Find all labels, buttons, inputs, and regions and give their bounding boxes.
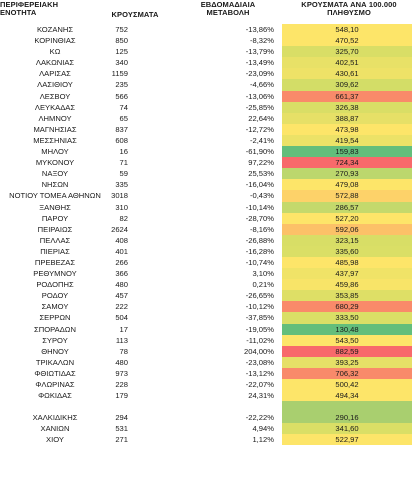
weekly-change-cell: -13,49% [245,58,274,68]
table-row [0,224,416,235]
cases-cell: 973 [115,368,128,378]
per-100k-cell: 437,97 [335,269,359,279]
weekly-change-cell: -10,74% [245,257,274,267]
table-row [0,434,416,445]
per-100k-cell: 494,34 [335,391,359,401]
table-row [0,79,416,90]
cases-cell: 608 [115,135,128,145]
region-cell: ΛΕΣΒΟΥ [39,91,71,101]
per-100k-cell: 572,88 [335,191,359,201]
header-region: ΠΕΡΙΦΕΡΕΙΑΚΗ ΕΝΟΤΗΤΑ [0,0,59,17]
table-row [0,190,416,201]
color-scale-cell [282,401,412,412]
table-row [0,46,416,57]
per-100k-cell: 459,86 [335,280,359,290]
weekly-change-cell: 1,12% [252,435,274,445]
table-row [0,257,416,268]
cases-cell: 401 [115,246,128,256]
weekly-change-cell: -13,86% [245,25,274,34]
weekly-change-cell: -8,16% [249,224,274,234]
region-cell: ΜΑΓΝΗΣΙΑΣ [33,124,77,134]
region-cell: ΛΑΡΙΣΑΣ [39,69,71,79]
cases-cell: 566 [115,91,128,101]
cases-cell: 17 [119,324,128,334]
cases-cell: 480 [115,357,128,367]
table-row [0,168,416,179]
region-cell: ΝΗΣΩΝ [41,180,69,190]
region-cell: ΠΕΛΛΑΣ [39,235,71,245]
per-100k-cell: 500,42 [335,380,359,389]
cases-cell: 457 [115,291,128,301]
weekly-change-cell: -16,28% [245,246,274,256]
weekly-change-cell: -2,41% [249,135,274,145]
region-cell: ΚΟΡΙΝΘΙΑΣ [34,36,76,46]
cases-cell: 82 [119,213,128,223]
weekly-change-cell: -28,70% [245,213,274,223]
region-cell: ΧΑΝΙΩΝ [40,424,70,434]
weekly-change-cell: 25,53% [248,169,274,179]
table-row [0,279,416,290]
weekly-change-cell: 4,94% [252,424,274,434]
region-cell: ΠΕΙΡΑΙΩΣ [37,224,73,234]
weekly-change-cell: -11,02% [246,335,274,345]
cases-cell: 340 [115,58,128,68]
cases-cell: 752 [115,25,128,34]
per-100k-cell: 419,54 [335,135,359,145]
table-row [0,68,416,79]
per-100k-cell: 680,29 [335,302,359,312]
table-row [0,146,416,157]
per-100k-cell: 388,87 [335,113,359,123]
region-cell: ΡΟΔΟΠΗΣ [36,280,74,290]
weekly-change-cell: 3,10% [252,269,274,279]
weekly-change-cell: 97,22% [248,158,274,168]
weekly-change-cell: -0,43% [249,191,274,201]
per-100k-cell: 270,93 [335,169,359,179]
per-100k-cell: 485,98 [335,257,359,267]
table-row [0,179,416,190]
table-row [0,412,416,423]
table-row [0,346,416,357]
per-100k-cell: 522,97 [335,435,359,445]
per-100k-cell: 323,15 [335,235,359,245]
cases-cell: 837 [115,124,128,134]
region-cell: ΣΕΡΡΩΝ [39,313,71,323]
weekly-change-cell: -12,72% [245,124,274,134]
cases-cell: 335 [115,180,128,190]
weekly-change-cell: -23,09% [245,69,274,79]
weekly-change-cell: -25,85% [245,102,274,112]
cases-cell: 294 [115,413,128,423]
table-row [0,157,416,168]
cases-cell: 78 [119,346,128,356]
per-100k-cell: 309,62 [335,80,359,90]
cases-cell: 71 [119,158,128,168]
cases-cell: 179 [115,391,128,401]
cases-cell: 271 [115,435,128,445]
table-row [0,379,416,390]
weekly-change-cell: -26,65% [245,291,274,301]
weekly-change-cell: -4,66% [249,80,274,90]
cases-cell: 59 [119,169,128,179]
region-cell: ΤΡΙΚΑΛΩΝ [35,357,75,367]
table-row [0,24,416,35]
table-row [0,324,416,335]
per-100k-cell: 325,70 [335,47,359,57]
weekly-change-cell: -26,88% [245,235,274,245]
per-100k-cell: 479,08 [335,180,359,190]
table-row [0,312,416,323]
region-cell: ΦΘΙΩΤΙΔΑΣ [34,368,76,378]
region-cell: ΚΩ [49,47,61,57]
header-cases: ΚΡΟΥΣΜΑΤΑ [111,10,159,19]
table-row [0,57,416,68]
region-cell: ΦΩΚΙΔΑΣ [38,391,72,401]
per-100k-cell: 286,57 [335,202,359,212]
region-cell: ΧΑΛΚΙΔΙΚΗΣ [32,413,78,423]
cases-cell: 266 [115,257,128,267]
table-row [0,268,416,279]
region-cell: ΜΥΚΟΝΟΥ [35,158,75,168]
per-100k-cell: 548,10 [335,25,359,34]
cases-cell: 125 [115,47,128,57]
weekly-change-cell: 22,64% [248,113,274,123]
weekly-change-cell: -22,22% [245,413,274,423]
weekly-change-cell: -8,32% [249,36,274,46]
table-row [0,335,416,346]
cases-cell: 366 [115,269,128,279]
region-cell: ΛΗΜΝΟΥ [38,113,72,123]
weekly-change-cell: -13,79% [245,47,274,57]
region-cell: ΣΥΡΟΥ [42,335,68,345]
per-100k-cell: 543,50 [335,335,359,345]
per-100k-cell: 724,34 [335,158,359,168]
region-cell: ΣΠΟΡΑΔΩΝ [34,324,76,334]
region-cell: ΡΕΘΥΜΝΟΥ [33,269,77,279]
weekly-change-cell: -37,85% [245,313,274,323]
cases-cell: 850 [115,36,128,46]
header-per-100k: ΚΡΟΥΣΜΑΤΑ ΑΝΑ 100.000 ΠΛΗΘΥΣΜΟ [301,0,397,17]
region-cell: ΛΑΣΙΘΙΟΥ [37,80,73,90]
table-row [0,135,416,146]
per-100k-cell: 470,52 [335,36,359,46]
header-weekly-change: ΕΒΔΟΜΑΔΙΑΙΑ ΜΕΤΑΒΟΛΗ [200,0,256,17]
per-100k-cell: 335,60 [335,246,359,256]
table-row [0,390,416,401]
cases-cell: 228 [115,380,128,389]
cases-cell: 1159 [111,69,128,79]
per-100k-cell: 706,32 [335,368,359,378]
cases-cell: 16 [119,147,128,157]
weekly-change-cell: -10,12% [245,302,274,312]
table-row [0,301,416,312]
table-body-after-gap [0,412,416,445]
region-cell: ΛΕΥΚΑΔΑΣ [34,102,76,112]
weekly-change-cell: -13,06% [245,91,274,101]
weekly-change-cell: -13,12% [245,368,274,378]
table-row [0,368,416,379]
table-row [0,423,416,434]
per-100k-cell: 393,25 [335,357,359,367]
per-100k-cell: 333,50 [335,313,359,323]
weekly-change-cell: -19,05% [245,324,274,334]
cases-cell: 235 [115,80,128,90]
per-100k-cell: 402,51 [335,58,359,68]
table-row [0,213,416,224]
cases-cell: 222 [115,302,128,312]
cases-cell: 480 [115,280,128,290]
region-cell: ΧΙΟΥ [46,435,64,445]
region-cell: ΠΙΕΡΙΑΣ [40,246,70,256]
cases-cell: 74 [119,102,128,112]
region-cell: ΠΡΕΒΕΖΑΣ [34,257,76,267]
table-header [0,0,416,24]
weekly-change-cell: -22,07% [245,380,274,389]
cases-cell: 408 [115,235,128,245]
cases-cell: 3018 [111,191,128,201]
weekly-change-cell: -10,14% [245,202,274,212]
per-100k-cell: 326,38 [335,102,359,112]
blank-row [0,401,416,412]
table-row [0,113,416,124]
per-100k-cell: 159,83 [335,147,359,157]
weekly-change-cell: -61,90% [245,147,274,157]
table-row [0,102,416,113]
region-cell: ΦΛΩΡΙΝΑΣ [35,380,75,389]
region-cell: ΘΗΝΟΥ [41,346,69,356]
per-100k-cell: 592,06 [335,224,359,234]
table-row [0,246,416,257]
region-cell: ΝΟΤΙΟΥ ΤΟΜΕΑ ΑΘΗΝΩΝ [9,191,101,201]
cases-cell: 65 [119,113,128,123]
per-100k-cell: 130,48 [335,324,359,334]
per-100k-cell: 661,37 [335,91,359,101]
region-cell: ΚΟΖΑΝΗΣ [36,25,74,34]
weekly-change-cell: -16,04% [245,180,274,190]
table-row [0,357,416,368]
per-100k-cell: 527,20 [335,213,359,223]
region-cell: ΛΑΚΩΝΙΑΣ [35,58,75,68]
table-row [0,202,416,213]
per-100k-cell: 882,59 [335,346,359,356]
cases-cell: 531 [115,424,128,434]
region-cell: ΜΕΣΣΗΝΙΑΣ [33,135,77,145]
region-cell: ΡΟΔΟΥ [41,291,69,301]
per-100k-cell: 473,98 [335,124,359,134]
table-body [0,24,416,401]
weekly-change-cell: 204,00% [244,346,274,356]
region-cell: ΝΑΞΟΥ [41,169,69,179]
weekly-change-cell: 0,21% [252,280,274,290]
cases-cell: 2624 [111,224,128,234]
per-100k-cell: 353,85 [335,291,359,301]
cases-cell: 310 [115,202,128,212]
table-row [0,35,416,46]
weekly-change-cell: 24,31% [248,391,274,401]
region-cell: ΣΑΜΟΥ [41,302,69,312]
table-row [0,91,416,102]
cases-cell: 504 [115,313,128,323]
region-cell: ΜΗΛΟΥ [41,147,69,157]
per-100k-cell: 341,60 [335,424,359,434]
table-row [0,124,416,135]
region-cell: ΞΑΝΘΗΣ [39,202,71,212]
table-row [0,235,416,246]
table-row [0,290,416,301]
weekly-change-cell: -23,08% [245,357,274,367]
per-100k-cell: 430,61 [335,69,359,79]
cases-cell: 113 [115,335,128,345]
per-100k-cell: 290,16 [335,413,359,423]
region-cell: ΠΑΡΟΥ [41,213,69,223]
